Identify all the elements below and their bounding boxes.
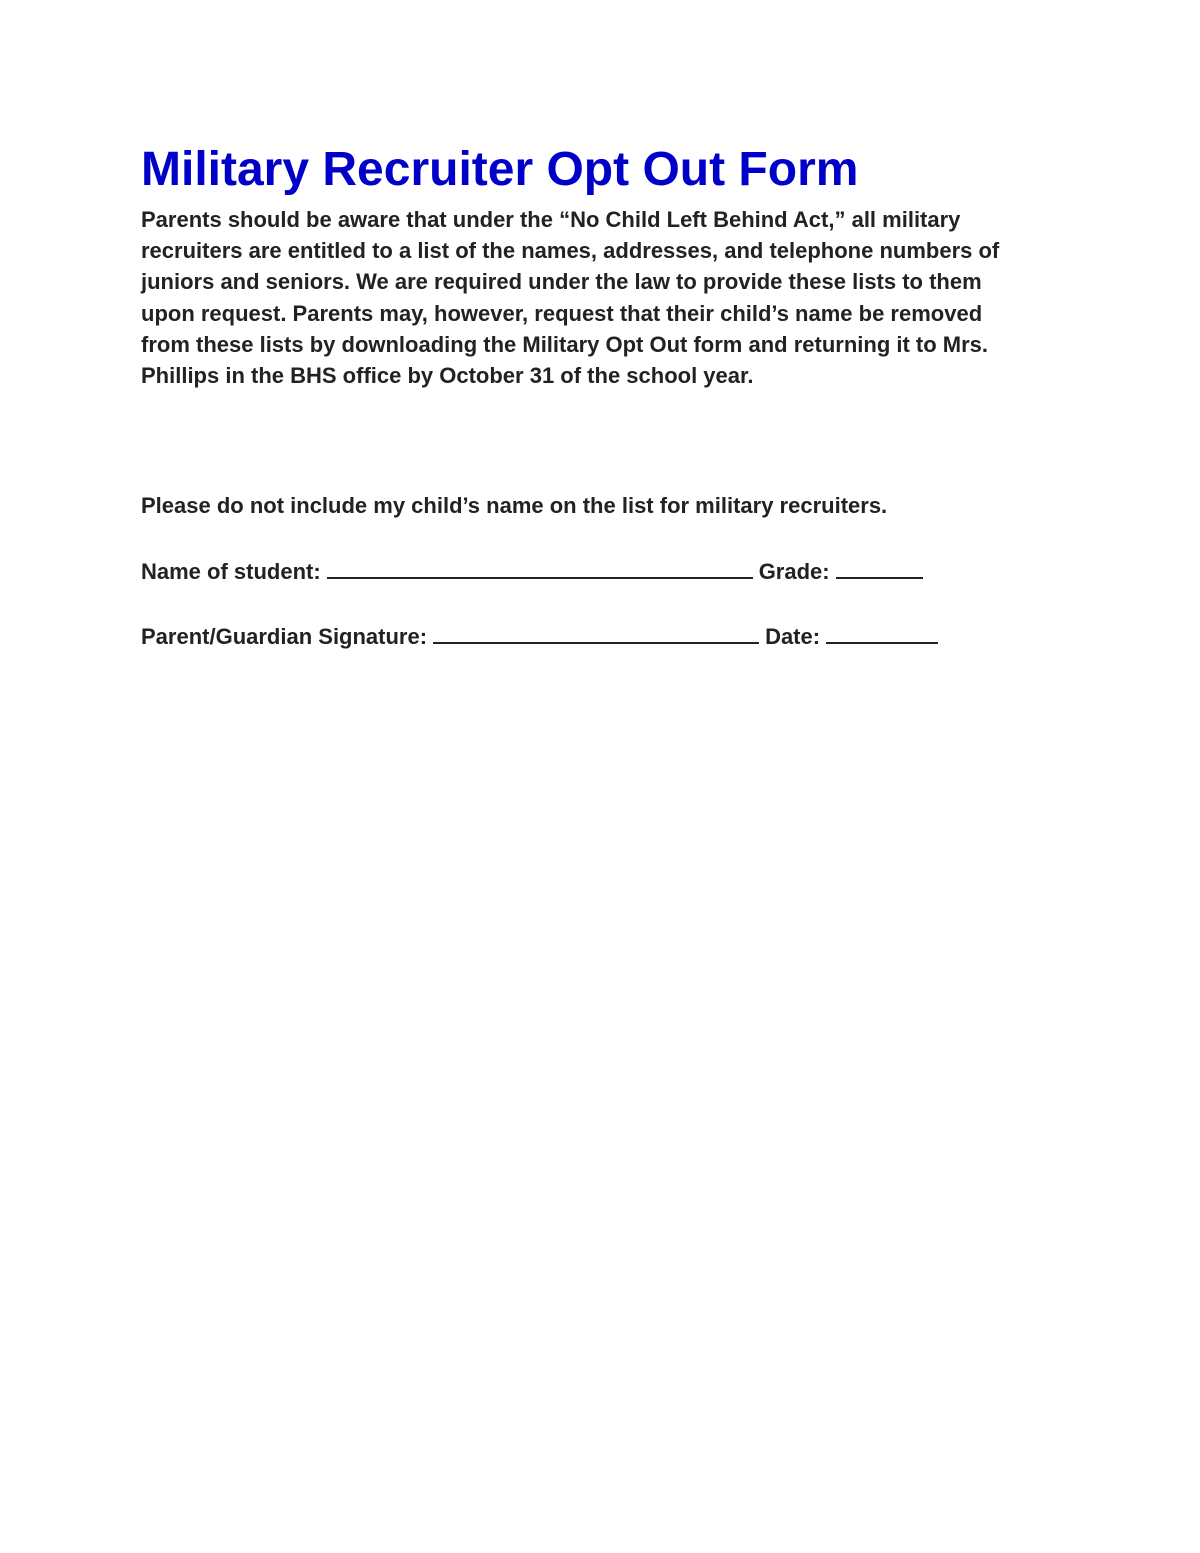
signature-line xyxy=(141,620,944,653)
date-blank[interactable] xyxy=(826,620,938,644)
intro-line: Parents should be aware that under the “No Child Left Behind Act,” all military xyxy=(141,207,961,232)
student-info-line xyxy=(141,555,929,588)
signature-label: Parent/Guardian Signature: xyxy=(141,624,428,649)
intro-line: juniors and seniors. We are required under the law to provide these lists to them xyxy=(141,269,982,295)
grade-blank[interactable] xyxy=(836,555,923,579)
intro-line: from these lists by downloading the Military Opt Out form and returning it to Mrs. xyxy=(141,331,989,357)
intro-line: upon request. Parents may, however, request that their child’s name be removed xyxy=(141,300,983,326)
intro-paragraph xyxy=(141,204,1041,391)
opt-out-statement: Please do not include my child’s name on the list for military recruiters. xyxy=(141,493,888,518)
intro-line: recruiters are entitled to a list of the names, addresses, and telephone numbers of xyxy=(141,238,1000,264)
document-content xyxy=(141,140,1041,391)
signature-blank[interactable] xyxy=(433,620,759,644)
page-title: Military Recruiter Opt Out Form xyxy=(141,143,859,196)
grade-label: Grade: xyxy=(758,559,830,584)
intro-line: Phillips in the BHS office by October 31 of the school year. xyxy=(141,363,754,389)
student-name-blank[interactable] xyxy=(327,555,753,579)
student-name-label: Name of student: xyxy=(141,559,321,584)
date-label: Date: xyxy=(765,624,821,649)
